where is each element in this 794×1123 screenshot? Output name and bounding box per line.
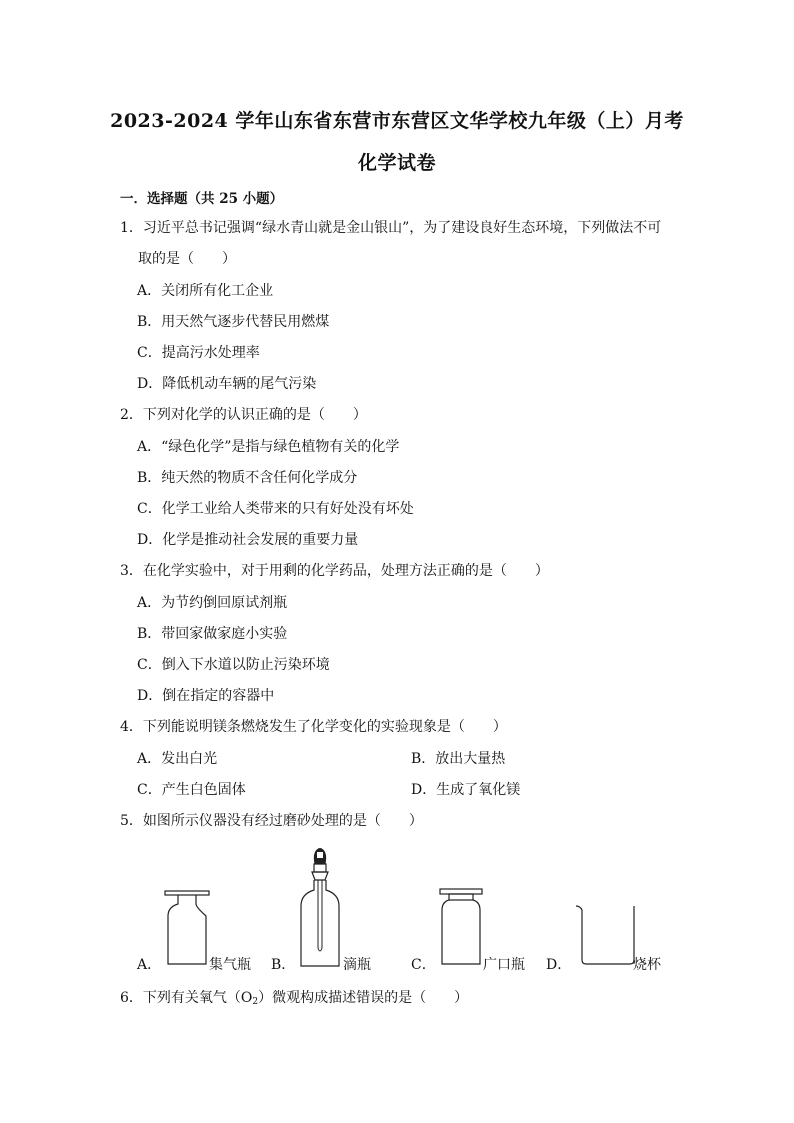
question-stem: 5．如图所示仪器没有经过磨砂处理的是（ ） — [120, 813, 423, 829]
option-c[interactable]: C．提高污水处理率 — [137, 345, 260, 361]
option-b[interactable]: B．带回家做家庭小实验 — [137, 626, 288, 642]
option-b[interactable]: B．纯天然的物质不含任何化学成分 — [137, 470, 358, 486]
option-name: 滴瓶 — [343, 957, 371, 973]
option-letter: C． — [411, 957, 436, 973]
question-stem — [120, 987, 468, 1007]
question-stem: 3．在化学实验中，对于用剩的化学药品，处理方法正确的是（ ） — [120, 563, 549, 579]
question-stem: 1．习近平总书记强调“绿水青山就是金山银山”，为了建设良好生态环境，下列做法不可 — [120, 220, 662, 236]
section-heading: 一．选择题（共 25 小题） — [120, 191, 284, 207]
option-c[interactable]: C．倒入下水道以防止污染环境 — [137, 657, 330, 673]
option-c[interactable]: C．化学工业给人类带来的只有好处没有坏处 — [137, 501, 414, 517]
title-line-2: 化学试卷 — [357, 152, 436, 174]
option-c[interactable]: C．产生白色固体 — [137, 782, 246, 798]
question-stem-continued: 取的是（ ） — [138, 251, 236, 267]
option-d[interactable]: D．降低机动车辆的尾气污染 — [137, 376, 317, 392]
option-a[interactable]: A．关闭所有化工企业 — [137, 283, 274, 299]
question-stem: 2．下列对化学的认识正确的是（ ） — [120, 407, 367, 423]
option-letter: B． — [271, 957, 296, 973]
gas-collecting-bottle-icon — [160, 886, 214, 966]
option-b[interactable]: B．放出大量热 — [411, 751, 506, 767]
option-d[interactable]: D．生成了氧化镁 — [411, 782, 521, 798]
option-a[interactable]: A．为节约倒回原试剂瓶 — [137, 595, 288, 611]
option-d[interactable]: D．倒在指定的容器中 — [137, 688, 275, 704]
option-b[interactable]: B．用天然气逐步代替民用燃煤 — [137, 314, 330, 330]
option-a[interactable]: A．“绿色化学”是指与绿色植物有关的化学 — [137, 439, 400, 455]
dropper-bottle-icon — [295, 846, 345, 968]
option-name: 广口瓶 — [483, 957, 525, 973]
option-name: 烧杯 — [633, 957, 661, 973]
beaker-icon — [574, 902, 642, 966]
title-line-1: 2023-2024 学年山东省东营市东营区文华学校九年级（上）月考 — [110, 110, 684, 132]
option-name: 集气瓶 — [209, 957, 251, 973]
option-letter: A． — [137, 957, 162, 973]
option-a[interactable]: A．发出白光 — [137, 751, 218, 767]
question-stem-end: ）微观构成描述错误的是（ ） — [258, 990, 469, 1006]
subscript: 2 — [252, 997, 259, 1007]
option-letter: D． — [546, 957, 572, 973]
wide-mouth-bottle-icon — [436, 886, 486, 966]
question-stem-start: 6．下列有关氧气（O — [120, 990, 253, 1006]
question-stem: 4．下列能说明镁条燃烧发生了化学变化的实验现象是（ ） — [120, 719, 507, 735]
option-d[interactable]: D．化学是推动社会发展的重要力量 — [137, 532, 359, 548]
